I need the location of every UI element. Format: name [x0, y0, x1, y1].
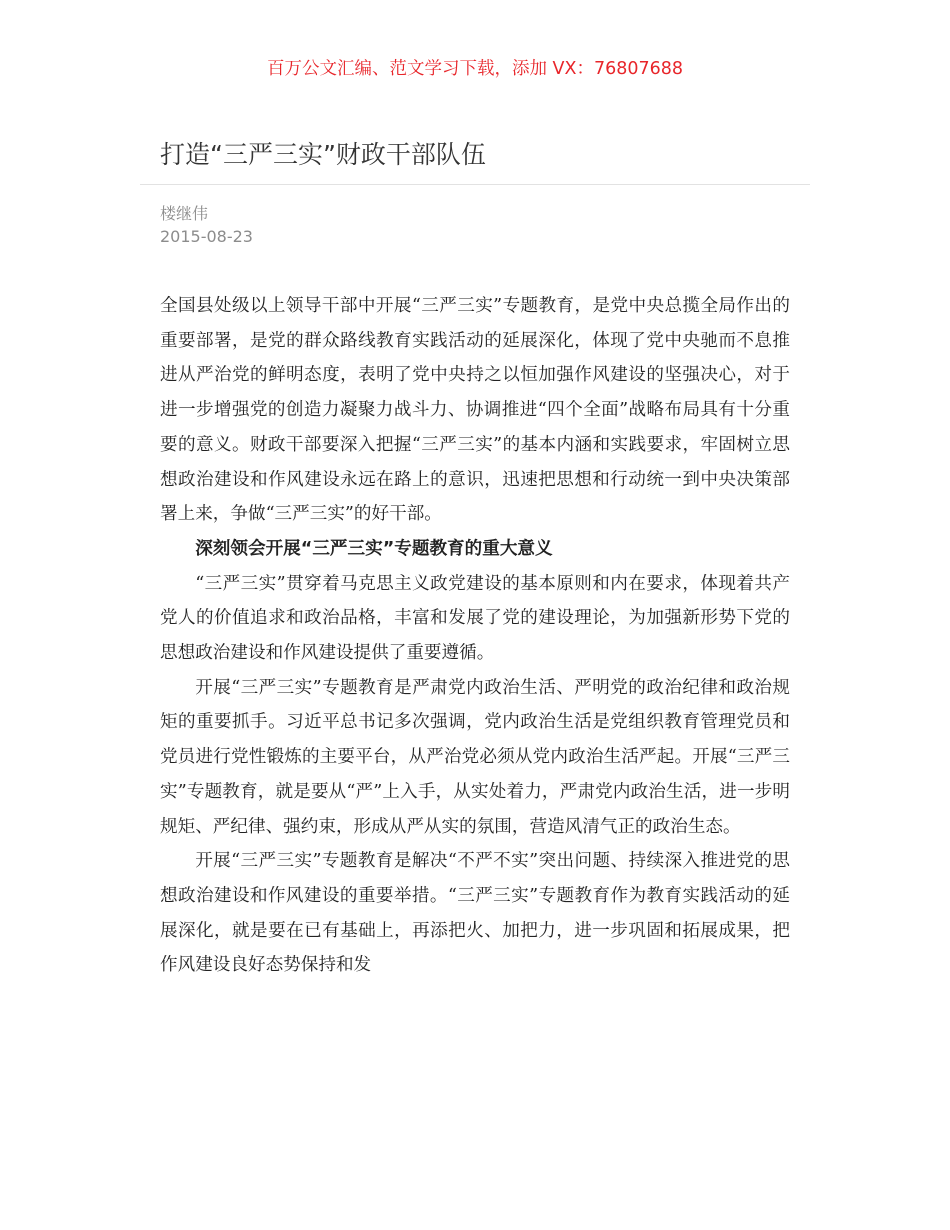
article-body	[160, 289, 790, 983]
article-title: 打造“三严三实”财政干部队伍	[160, 140, 486, 169]
paragraph: 开展“三严三实”专题教育是严肃党内政治生活、严明党的政治纪律和政治规矩的重要抓手。习近平总书记多次强调，党内政治生活是党组织教育管理党员和党员进行党性锻炼的主要平台，从严治党必须从党内政治生活严起。开展“三严三实”专题教育，就是要从“严”上入手，从实处着力，严肃党内政治生活，进一步明规矩、严纪律、强约束，形成从严从实的氛围，营造风清气正的政治生态。	[160, 677, 790, 837]
title-divider	[140, 184, 810, 185]
article-author: 楼继伟	[160, 204, 209, 223]
section-heading: 深刻领会开展“三严三实”专题教育的重大意义	[195, 538, 553, 559]
article-date: 2015-08-23	[160, 227, 253, 246]
watermark-banner: 百万公文汇编、范文学习下载，添加 VX：76807688	[266, 59, 684, 79]
paragraph: “三严三实”贯穿着马克思主义政党建设的基本原则和内在要求，体现着共产党人的价值追求和政治品格，丰富和发展了党的建设理论，为加强新形势下党的思想政治建设和作风建设提供了重要遵循。	[160, 573, 790, 664]
paragraph-intro: 全国县处级以上领导干部中开展“三严三实”专题教育，是党中央总揽全局作出的重要部署，是党的群众路线教育实践活动的延展深化，体现了党中央驰而不息推进从严治党的鲜明态度，表明了党中央持之以恒加强作风建设的坚强决心，对于进一步增强党的创造力凝聚力战斗力、协调推进“四个全面”战略布局具有十分重要的意义。财政干部要深入把握“三严三实”的基本内涵和实践要求，牢固树立思想政治建设和作风建设永远在路上的意识，迅速把思想和行动统一到中央决策部署上来，争做“三严三实”的好干部。	[160, 296, 790, 525]
paragraph: 开展“三严三实”专题教育是解决“不严不实”突出问题、持续深入推进党的思想政治建设和作风建设的重要举措。“三严三实”专题教育作为教育实践活动的延展深化，就是要在已有基础上，再添把火、加把力，进一步巩固和拓展成果，把作风建设良好态势保持和发	[160, 851, 790, 976]
